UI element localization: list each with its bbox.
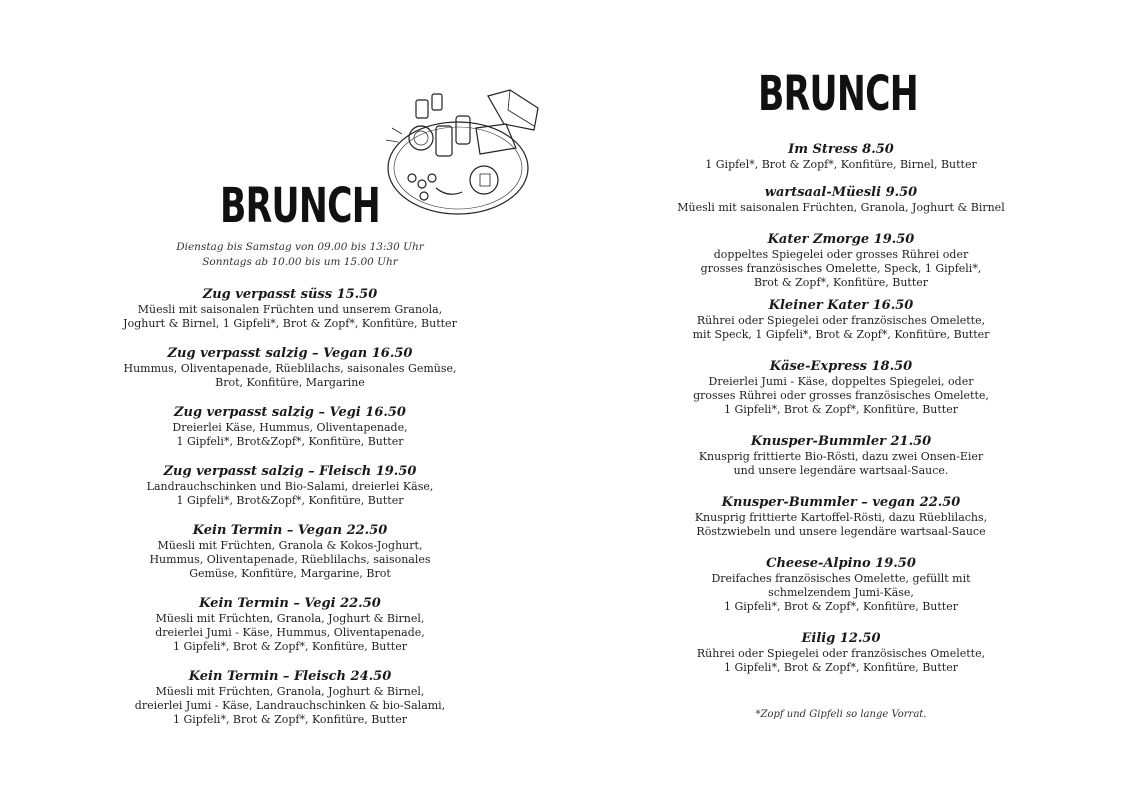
menu-item-desc: Müesli mit saisonalen Früchten, Granola, Joghurt & Birnel [677, 201, 1005, 214]
menu-item-desc: Röstzwiebeln und unsere legendäre wartsaal-Sauce [696, 525, 986, 538]
menu-item-desc: 1 Gipfeli*, Brot&Zopf*, Konfitüre, Butter [176, 435, 404, 448]
menu-item-desc: 1 Gipfeli*, Brot & Zopf*, Konfitüre, Butter [172, 640, 407, 653]
menu-item-title: Im Stress 8.50 [788, 142, 894, 157]
menu-item [80, 286, 500, 331]
menu-item [80, 595, 500, 654]
menu-item [631, 184, 1051, 215]
menu-item-desc: grosses Rührei oder grosses französisches Omelette, [693, 389, 989, 402]
menu-item-desc: Brot, Konfitüre, Margarine [215, 376, 365, 389]
opening-hours-sunday: Sonntags ab 10.00 bis um 15.00 Uhr [202, 256, 398, 268]
menu-heading: BRUNCH [758, 66, 918, 122]
menu-item-title: Cheese-Alpino 19.50 [766, 556, 916, 571]
menu-item-desc: 1 Gipfeli*, Brot & Zopf*, Konfitüre, Butter [723, 661, 958, 674]
menu-item-desc: schmelzendem Jumi-Käse, [768, 586, 914, 599]
menu-item-desc: Rührei oder Spiegelei oder französisches Omelette, [696, 647, 986, 660]
menu-item [631, 433, 1051, 478]
opening-hours-weekday: Dienstag bis Samstag von 09.00 bis 13:30 Uhr [176, 241, 424, 253]
menu-heading: BRUNCH [220, 178, 380, 234]
menu-item-desc: 1 Gipfeli*, Brot & Zopf*, Konfitüre, Butter [723, 403, 958, 416]
menu-item [631, 141, 1051, 172]
menu-item-desc: Rührei oder Spiegelei oder französisches Omelette, [696, 314, 986, 327]
menu-item-desc: 1 Gipfeli*, Brot&Zopf*, Konfitüre, Butter [176, 494, 404, 507]
menu-item-title: Knusper-Bummler – vegan 22.50 [721, 495, 961, 510]
menu-item-desc: Joghurt & Birnel, 1 Gipfeli*, Brot & Zopf*, Konfitüre, Butter [123, 317, 457, 330]
menu-item-title: Kein Termin – Vegan 22.50 [192, 523, 388, 538]
menu-item-title: Zug verpasst salzig – Fleisch 19.50 [163, 464, 417, 479]
menu-item [631, 555, 1051, 614]
menu-item [631, 630, 1051, 675]
menu-item [80, 404, 500, 449]
menu-item-desc: und unsere legendäre wartsaal-Sauce. [733, 464, 949, 477]
menu-item-desc: Müesli mit saisonalen Früchten und unserem Granola, [137, 303, 443, 316]
menu-item-title: Kater Zmorge 19.50 [767, 232, 915, 247]
menu-item-title: Käse-Express 18.50 [769, 359, 913, 374]
menu-item [631, 358, 1051, 417]
opening-hours [100, 240, 500, 270]
menu-item [631, 231, 1051, 290]
menu-item-desc: Dreierlei Jumi - Käse, doppeltes Spiegelei, oder [708, 375, 974, 388]
menu-item [80, 345, 500, 390]
menu-item-desc: Müesli mit Früchten, Granola, Joghurt & Birnel, [155, 612, 425, 625]
menu-item [631, 297, 1051, 342]
menu-item-desc: grosses französisches Omelette, Speck, 1 Gipfeli*, [700, 262, 982, 275]
menu-item-desc: Brot & Zopf*, Konfitüre, Butter [753, 276, 929, 289]
menu-item-desc: Knusprig frittierte Bio-Rösti, dazu zwei Onsen-Eier [698, 450, 984, 463]
menu-item-desc: doppeltes Spiegelei oder grosses Rührei oder [713, 248, 969, 261]
brunch-platter-illustration [376, 88, 546, 220]
menu-item-desc: Hummus, Oliventapenade, Rüeblilachs, saisonales [149, 553, 431, 566]
menu-item-title: Kein Termin – Vegi 22.50 [199, 596, 381, 611]
menu-item-title: Zug verpasst süss 15.50 [202, 287, 378, 302]
availability-footnote: *Zopf und Gipfeli so lange Vorrat. [755, 709, 927, 720]
menu-item-desc: Hummus, Oliventapenade, Rüeblilachs, saisonales Gemüse, [123, 362, 457, 375]
menu-item-title: Kein Termin – Fleisch 24.50 [188, 669, 392, 684]
menu-item-desc: Dreifaches französisches Omelette, gefüllt mit [711, 572, 971, 585]
menu-item-desc: 1 Gipfel*, Brot & Zopf*, Konfitüre, Birnel, Butter [705, 158, 977, 171]
menu-item-title: Eilig 12.50 [801, 631, 881, 646]
menu-item-desc: dreierlei Jumi - Käse, Hummus, Oliventapenade, [155, 626, 425, 639]
menu-item-desc: Müesli mit Früchten, Granola & Kokos-Joghurt, [157, 539, 423, 552]
menu-item-desc: Gemüse, Konfitüre, Margarine, Brot [189, 567, 391, 580]
menu-item-desc: mit Speck, 1 Gipfeli*, Brot & Zopf*, Konfitüre, Butter [692, 328, 990, 341]
menu-item [631, 494, 1051, 539]
menu-item-title: Zug verpasst salzig – Vegan 16.50 [167, 346, 413, 361]
menu-item-desc: dreierlei Jumi - Käse, Landrauchschinken & bio-Salami, [134, 699, 446, 712]
menu-list-right [631, 141, 1051, 675]
menu-item-desc: Müesli mit Früchten, Granola, Joghurt & Birnel, [155, 685, 425, 698]
menu-item [80, 463, 500, 508]
menu-item-desc: 1 Gipfeli*, Brot & Zopf*, Konfitüre, Butter [172, 713, 407, 726]
menu-list-left [80, 286, 500, 727]
menu-item-desc: Dreierlei Käse, Hummus, Oliventapenade, [172, 421, 408, 434]
menu-item-title: Kleiner Kater 16.50 [768, 298, 914, 313]
menu-item [80, 668, 500, 727]
menu-item [80, 522, 500, 581]
menu-item-title: Zug verpasst salzig – Vegi 16.50 [174, 405, 406, 420]
menu-item-title: wartsaal-Müesli 9.50 [764, 185, 918, 200]
right-page [561, 0, 1122, 793]
menu-item-desc: Landrauchschinken und Bio-Salami, dreierlei Käse, [146, 480, 434, 493]
menu-item-desc: 1 Gipfeli*, Brot & Zopf*, Konfitüre, Butter [723, 600, 958, 613]
menu-item-desc: Knusprig frittierte Kartoffel-Rösti, dazu Rüeblilachs, [694, 511, 988, 524]
menu-item-title: Knusper-Bummler 21.50 [750, 434, 932, 449]
